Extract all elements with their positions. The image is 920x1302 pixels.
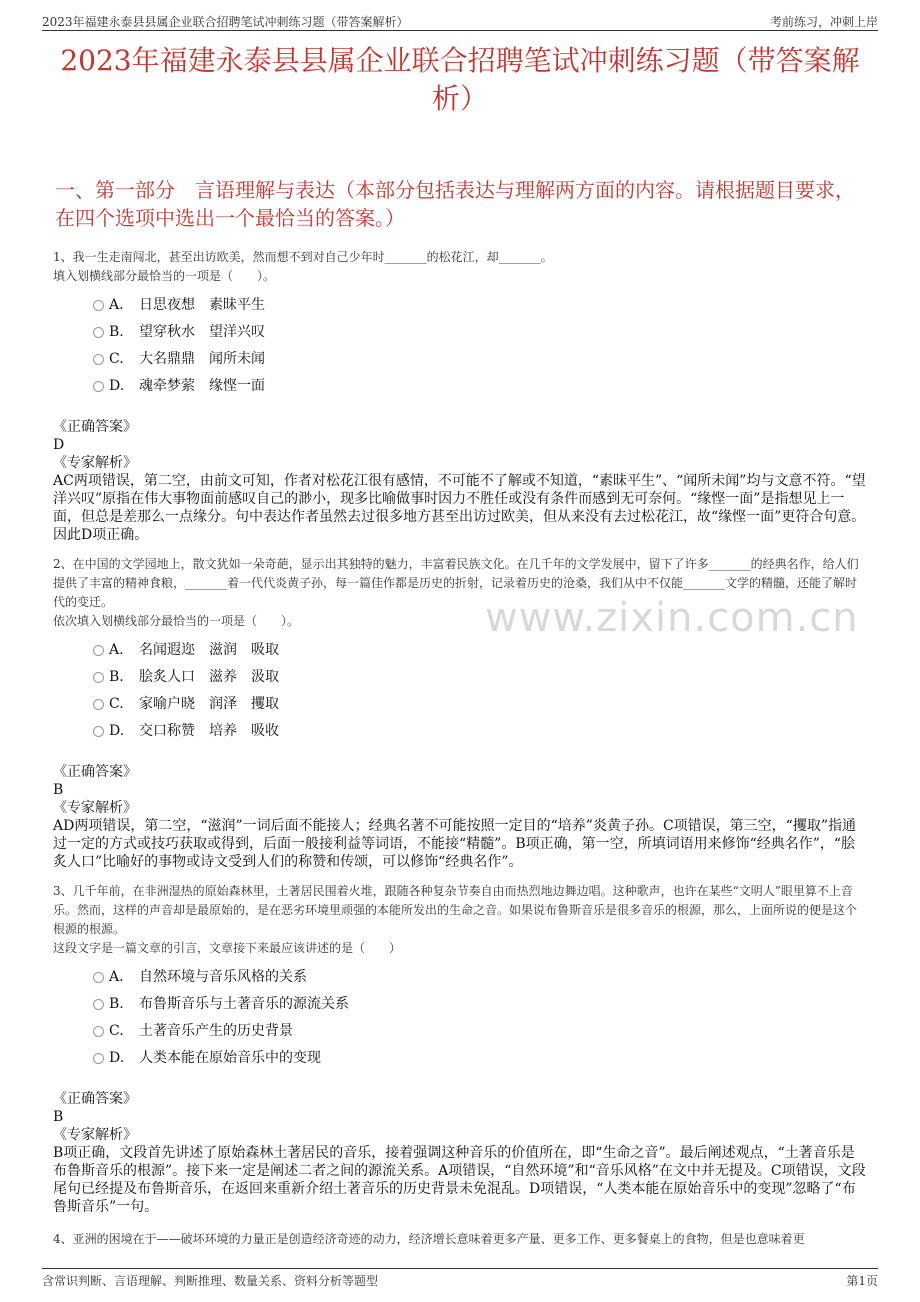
option-text: 交口称赞 培养 吸收 [139, 723, 279, 739]
option-text: 脍炙人口 滋养 汲取 [139, 669, 279, 685]
footer-left-text: 含常识判断、言语理解、判断推理、数量关系、资料分析等题型 [42, 1274, 379, 1288]
option-text: 魂牵梦萦 缘悭一面 [139, 378, 265, 394]
radio-icon[interactable] [93, 354, 104, 365]
option-c[interactable] [53, 1018, 868, 1045]
analysis-label: 《专家解析》 [53, 1127, 137, 1143]
answer-value: B [53, 782, 64, 798]
options-list [53, 637, 868, 745]
option-key: B. [109, 996, 124, 1012]
option-text: 日思夜想 素昧平生 [139, 297, 265, 313]
option-key: B. [109, 669, 124, 685]
question-prompt: 填入划横线部分最恰当的一项是（ ）。 [53, 269, 276, 283]
option-key: D. [109, 378, 125, 394]
option-text: 人类本能在原始音乐中的变现 [139, 1050, 321, 1066]
answer-value: D [53, 437, 65, 453]
radio-icon[interactable] [93, 645, 104, 656]
options-list [53, 292, 868, 400]
radio-icon[interactable] [93, 381, 104, 392]
watermark: www.zixin.com.cn [485, 595, 859, 641]
option-key: C. [109, 696, 124, 712]
option-d[interactable] [53, 373, 868, 400]
radio-icon[interactable] [93, 726, 104, 737]
option-text: 家喻户晓 润泽 攫取 [139, 696, 279, 712]
question-3 [53, 882, 868, 1216]
option-b[interactable] [53, 991, 868, 1018]
answer-label: 《正确答案》 [53, 764, 137, 780]
analysis-label: 《专家解析》 [53, 455, 137, 471]
option-b[interactable] [53, 664, 868, 691]
answer-value: B [53, 1109, 64, 1125]
page-number: 第1页 [846, 1274, 878, 1288]
option-key: B. [109, 324, 124, 340]
option-text: 名闻遐迩 滋润 吸取 [139, 642, 279, 658]
analysis-text: B项正确，文段首先讲述了原始森林土著居民的音乐，接着强调这种音乐的价值所在，即“生命之音”。最后阐述观点，“土著音乐是布鲁斯音乐的根源”。接下来一定是阐述二者之间的源流关系。A项错误，“自然环境”和“音乐风格”在文中并无提及。C项错误，文段尾句已经提及布鲁斯音乐，在返回来重新介绍土著音乐的历史背景未免混乱。D项错误，“人类本能在原始音乐中的变现”忽略了“布鲁斯音乐”一句。 [53, 1145, 866, 1215]
question-4 [53, 1230, 868, 1249]
radio-icon[interactable] [93, 999, 104, 1010]
radio-icon[interactable] [93, 300, 104, 311]
radio-icon[interactable] [93, 672, 104, 683]
section-heading: 一、第一部分 言语理解与表达（本部分包括表达与理解两方面的内容。请根据题目要求，在四个选项中选出一个最恰当的答案。） [55, 178, 855, 230]
page-header [42, 10, 878, 31]
option-c[interactable] [53, 346, 868, 373]
radio-icon[interactable] [93, 1053, 104, 1064]
option-text: 望穿秋水 望洋兴叹 [139, 324, 265, 340]
analysis-text: AD两项错误，第二空，“滋润”一词后面不能接人；经典名著不可能按照一定目的“培养”炎黄子孙。C项错误，第三空，“攫取”指通过一定的方式或技巧获取或得到，后面一般接利益等词语，不能接“精髓”。B项正确，第一空，所填词语用来修饰“经典名作”，“脍炙人口”比喻好的事物或诗文受到人们的称赞和传颂，可以修饰“经典名作”。 [53, 818, 856, 870]
page-title: 2023年福建永泰县县属企业联合招聘笔试冲刺练习题（带答案解析） [60, 44, 860, 115]
option-key: A. [109, 297, 124, 313]
option-key: D. [109, 1050, 125, 1066]
header-left-text: 2023年福建永泰县县属企业联合招聘笔试冲刺练习题（带答案解析） [42, 15, 409, 29]
question-stem: 3、几千年前，在非洲湿热的原始森林里，土著居民围着火堆，跟随各种复杂节奏自由而热烈地边舞边唱。这种歌声，也许在某些“文明人”眼里算不上音乐。然而，这样的声音却是最原始的，是在恶劣环境里顽强的本能所发出的生命之音。如果说布鲁斯音乐是很多音乐的根源，那么，上面所说的便是这个根源的根源。 [53, 884, 858, 936]
option-key: A. [109, 969, 124, 985]
answer-label: 《正确答案》 [53, 1091, 137, 1107]
question-stem: 2、在中国的文学园地上，散文犹如一朵奇葩，显示出其独特的魅力，丰富着民族文化。在几千年的文学发展中，留下了许多_______的经典名作，给人们提供了丰富的精神食粮，_______着一代代炎黄子孙，每一篇佳作都是历史的折射，记录着历史的沧桑，我们从中不仅能_______文学的精髓，还能了解时代的变迁。 [53, 557, 859, 609]
page-footer [42, 1268, 878, 1289]
question-stem: 4、亚洲的困境在于——破坏环境的力量正是创造经济奇迹的动力，经济增长意味着更多产量、更多工作、更多餐桌上的食物，但是也意味着更 [53, 1232, 805, 1246]
options-list [53, 964, 868, 1072]
option-text: 布鲁斯音乐与土著音乐的源流关系 [139, 996, 349, 1012]
option-c[interactable] [53, 691, 868, 718]
option-key: C. [109, 351, 124, 367]
radio-icon[interactable] [93, 327, 104, 338]
question-stem: 1、我一生走南闯北，甚至出访欧美，然而想不到对自己少年时_______的松花江，却_______。 [53, 250, 553, 264]
option-d[interactable] [53, 718, 868, 745]
option-b[interactable] [53, 319, 868, 346]
radio-icon[interactable] [93, 1026, 104, 1037]
option-a[interactable] [53, 637, 868, 664]
option-text: 大名鼎鼎 闻所未闻 [139, 351, 265, 367]
option-key: C. [109, 1023, 124, 1039]
option-d[interactable] [53, 1045, 868, 1072]
option-text: 土著音乐产生的历史背景 [139, 1023, 293, 1039]
option-a[interactable] [53, 292, 868, 319]
option-a[interactable] [53, 964, 868, 991]
radio-icon[interactable] [93, 699, 104, 710]
analysis-label: 《专家解析》 [53, 800, 137, 816]
option-text: 自然环境与音乐风格的关系 [139, 969, 307, 985]
radio-icon[interactable] [93, 972, 104, 983]
question-1 [53, 248, 868, 544]
answer-label: 《正确答案》 [53, 419, 137, 435]
option-key: A. [109, 642, 124, 658]
analysis-text: AC两项错误，第二空，由前文可知，作者对松花江很有感情，不可能不了解或不知道，“素昧平生”、“闻所未闻”均与文意不符。“望洋兴叹”原指在伟大事物面前感叹自己的渺小，现多比喻做事时因力不胜任或没有条件而感到无可奈何。“缘悭一面”是指想见上一面，但总是差那么一点缘分。句中表达作者虽然去过很多地方甚至出访过欧美，但从来没有去过松花江，故“缘悭一面”更符合句意。因此D项正确。 [53, 473, 866, 543]
header-right-text: 考前练习，冲刺上岸 [769, 15, 878, 29]
option-key: D. [109, 723, 125, 739]
question-prompt: 依次填入划横线部分最恰当的一项是（ ）。 [53, 614, 300, 628]
question-prompt: 这段文字是一篇文章的引言，文章接下来最应该讲述的是（ ） [53, 941, 402, 955]
